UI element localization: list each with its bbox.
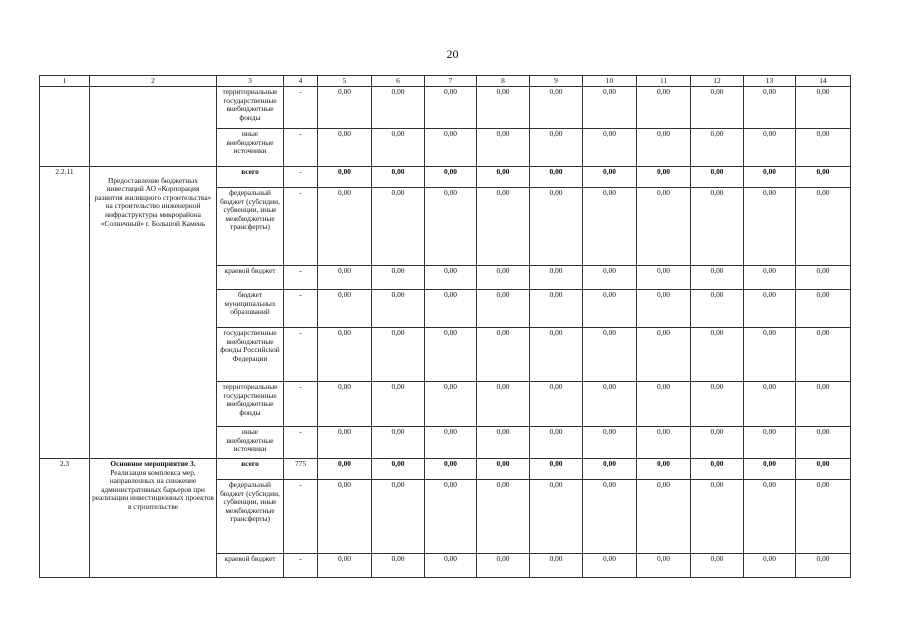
value-cell: 0,00 (477, 554, 530, 578)
value-cell: 0,00 (796, 480, 851, 554)
table-row (40, 87, 851, 129)
value-cell: 0,00 (744, 129, 796, 167)
funding-source: территориальные государственные внебюджетные фонды (217, 382, 284, 427)
header-cell: 14 (796, 76, 851, 87)
value-cell: 0,00 (425, 129, 477, 167)
value-cell: 0,00 (530, 188, 583, 266)
header-cell: 6 (372, 76, 425, 87)
indicator-cell: - (284, 328, 318, 382)
funding-source: иные внебюджетные источники (217, 129, 284, 167)
table-header-row (40, 76, 851, 87)
value-cell: 0,00 (530, 328, 583, 382)
value-cell: 0,00 (425, 328, 477, 382)
value-cell: 0,00 (318, 87, 372, 129)
value-cell: 0,00 (372, 382, 425, 427)
value-cell: 0,00 (372, 266, 425, 290)
value-cell: 0,00 (744, 480, 796, 554)
value-cell: 0,00 (318, 382, 372, 427)
value-cell: 0,00 (477, 129, 530, 167)
value-cell: 0,00 (691, 382, 744, 427)
value-cell: 0,00 (637, 290, 691, 328)
value-cell: 0,00 (530, 290, 583, 328)
header-cell: 8 (477, 76, 530, 87)
value-cell: 0,00 (372, 129, 425, 167)
funding-source: федеральный бюджет (субсидии, субвенции, иные межбюджетные трансферты) (217, 188, 284, 266)
value-cell: 0,00 (691, 290, 744, 328)
value-cell: 0,00 (637, 87, 691, 129)
value-cell: 0,00 (583, 167, 637, 188)
value-cell: 0,00 (796, 129, 851, 167)
value-cell: 0,00 (796, 382, 851, 427)
value-cell: 0,00 (372, 188, 425, 266)
indicator-cell: - (284, 188, 318, 266)
value-cell: 0,00 (425, 480, 477, 554)
value-cell: 0,00 (796, 328, 851, 382)
header-cell: 2 (90, 76, 217, 87)
measure-name-text: Предоставление бюджетных инвестиций АО «Корпорация развития жилищного строительства» на строительство инженерной инфраструктуры микрорайона «Солнечный» г. Большой Камень (94, 175, 212, 228)
value-cell: 0,00 (583, 87, 637, 129)
value-cell: 0,00 (691, 87, 744, 129)
value-cell: 0,00 (425, 290, 477, 328)
header-cell: 10 (583, 76, 637, 87)
value-cell: 0,00 (744, 167, 796, 188)
value-cell: 0,00 (583, 459, 637, 480)
value-cell: 0,00 (318, 188, 372, 266)
value-cell: 0,00 (477, 480, 530, 554)
value-cell: 0,00 (318, 328, 372, 382)
measure-name (90, 167, 217, 459)
value-cell: 0,00 (477, 328, 530, 382)
value-cell: 0,00 (691, 328, 744, 382)
value-cell: 0,00 (796, 188, 851, 266)
value-cell: 0,00 (530, 480, 583, 554)
value-cell: 0,00 (637, 167, 691, 188)
value-cell: 0,00 (318, 129, 372, 167)
value-cell: 0,00 (372, 167, 425, 188)
value-cell: 0,00 (372, 480, 425, 554)
funding-source: краевой бюджет (217, 266, 284, 290)
value-cell: 0,00 (637, 480, 691, 554)
value-cell: 0,00 (691, 427, 744, 459)
value-cell: 0,00 (583, 427, 637, 459)
value-cell: 0,00 (318, 480, 372, 554)
indicator-cell: - (284, 290, 318, 328)
budget-table (39, 75, 851, 578)
header-cell: 1 (40, 76, 90, 87)
indicator-cell: - (284, 480, 318, 554)
value-cell: 0,00 (425, 382, 477, 427)
value-cell: 0,00 (583, 328, 637, 382)
value-cell: 0,00 (425, 167, 477, 188)
header-cell: 11 (637, 76, 691, 87)
value-cell: 0,00 (796, 167, 851, 188)
header-cell: 7 (425, 76, 477, 87)
value-cell: 0,00 (744, 554, 796, 578)
value-cell: 0,00 (425, 554, 477, 578)
value-cell: 0,00 (796, 459, 851, 480)
funding-source: иные внебюджетные источники (217, 427, 284, 459)
value-cell: 0,00 (691, 459, 744, 480)
indicator-cell: - (284, 266, 318, 290)
header-cell: 12 (691, 76, 744, 87)
value-cell: 0,00 (583, 188, 637, 266)
value-cell: 0,00 (691, 480, 744, 554)
header-cell: 9 (530, 76, 583, 87)
funding-source: бюджет муниципальных образований (217, 290, 284, 328)
value-cell: 0,00 (583, 290, 637, 328)
value-cell: 0,00 (425, 427, 477, 459)
indicator-cell: - (284, 87, 318, 129)
value-cell: 0,00 (425, 266, 477, 290)
value-cell: 0,00 (583, 554, 637, 578)
value-cell: 0,00 (691, 129, 744, 167)
value-cell: 0,00 (530, 382, 583, 427)
value-cell: 0,00 (477, 266, 530, 290)
value-cell: 0,00 (583, 266, 637, 290)
value-cell: 0,00 (744, 459, 796, 480)
indicator-cell: - (284, 382, 318, 427)
value-cell: 0,00 (530, 427, 583, 459)
funding-source: государственные внебюджетные фонды Российской Федерации (217, 328, 284, 382)
value-cell: 0,00 (318, 459, 372, 480)
value-cell: 0,00 (744, 266, 796, 290)
value-cell: 0,00 (477, 382, 530, 427)
value-cell: 0,00 (744, 188, 796, 266)
value-cell: 0,00 (318, 167, 372, 188)
value-cell: 0,00 (583, 480, 637, 554)
value-cell: 0,00 (637, 328, 691, 382)
value-cell: 0,00 (583, 129, 637, 167)
value-cell: 0,00 (477, 167, 530, 188)
value-cell: 0,00 (691, 167, 744, 188)
value-cell: 0,00 (372, 459, 425, 480)
measure-name-text: Реализация комплекса мер, направленных на снижение административных барьеров при реализации инвестиционных проектов в строительстве (92, 467, 214, 511)
value-cell: 0,00 (796, 266, 851, 290)
indicator-cell: - (284, 167, 318, 188)
value-cell: 0,00 (477, 459, 530, 480)
value-cell: 0,00 (530, 129, 583, 167)
value-cell: 0,00 (318, 266, 372, 290)
value-cell: 0,00 (583, 382, 637, 427)
header-cell: 4 (284, 76, 318, 87)
value-cell: 0,00 (477, 87, 530, 129)
funding-source: краевой бюджет (217, 554, 284, 578)
value-cell: 0,00 (691, 188, 744, 266)
value-cell: 0,00 (530, 87, 583, 129)
header-cell: 5 (318, 76, 372, 87)
page-number: 20 (446, 47, 459, 61)
measure-code: 2.3 (40, 459, 90, 578)
header-cell: 3 (217, 76, 284, 87)
value-cell: 0,00 (318, 554, 372, 578)
value-cell: 0,00 (425, 188, 477, 266)
value-cell: 0,00 (744, 290, 796, 328)
value-cell: 0,00 (637, 188, 691, 266)
measure-name (90, 87, 217, 167)
value-cell: 0,00 (477, 188, 530, 266)
value-cell: 0,00 (691, 266, 744, 290)
value-cell: 0,00 (744, 427, 796, 459)
indicator-cell: 775 (284, 459, 318, 480)
value-cell: 0,00 (318, 427, 372, 459)
value-cell: 0,00 (637, 554, 691, 578)
value-cell: 0,00 (530, 459, 583, 480)
value-cell: 0,00 (691, 554, 744, 578)
measure-name (90, 459, 217, 578)
table-row (40, 167, 851, 188)
value-cell: 0,00 (372, 427, 425, 459)
value-cell: 0,00 (744, 87, 796, 129)
value-cell: 0,00 (372, 87, 425, 129)
value-cell: 0,00 (637, 266, 691, 290)
value-cell: 0,00 (796, 290, 851, 328)
value-cell: 0,00 (425, 87, 477, 129)
value-cell: 0,00 (530, 167, 583, 188)
measure-name-bold: Основное мероприятие 3. (110, 459, 196, 468)
measure-code (40, 87, 90, 167)
value-cell: 0,00 (744, 328, 796, 382)
value-cell: 0,00 (796, 554, 851, 578)
value-cell: 0,00 (372, 554, 425, 578)
value-cell: 0,00 (477, 290, 530, 328)
value-cell: 0,00 (530, 554, 583, 578)
funding-source: всего (217, 167, 284, 188)
indicator-cell: - (284, 129, 318, 167)
value-cell: 0,00 (796, 427, 851, 459)
indicator-cell: - (284, 554, 318, 578)
indicator-cell: - (284, 427, 318, 459)
funding-source: всего (217, 459, 284, 480)
value-cell: 0,00 (318, 290, 372, 328)
value-cell: 0,00 (744, 382, 796, 427)
value-cell: 0,00 (425, 459, 477, 480)
funding-source: территориальные государственные внебюджетные фонды (217, 87, 284, 129)
value-cell: 0,00 (637, 459, 691, 480)
measure-code: 2.2.11 (40, 167, 90, 459)
value-cell: 0,00 (637, 427, 691, 459)
table-row (40, 459, 851, 480)
value-cell: 0,00 (637, 129, 691, 167)
value-cell: 0,00 (372, 328, 425, 382)
funding-source: федеральный бюджет (субсидии, субвенции, иные межбюджетные трансферты) (217, 480, 284, 554)
value-cell: 0,00 (372, 290, 425, 328)
value-cell: 0,00 (796, 87, 851, 129)
value-cell: 0,00 (530, 266, 583, 290)
value-cell: 0,00 (477, 427, 530, 459)
header-cell: 13 (744, 76, 796, 87)
value-cell: 0,00 (637, 382, 691, 427)
